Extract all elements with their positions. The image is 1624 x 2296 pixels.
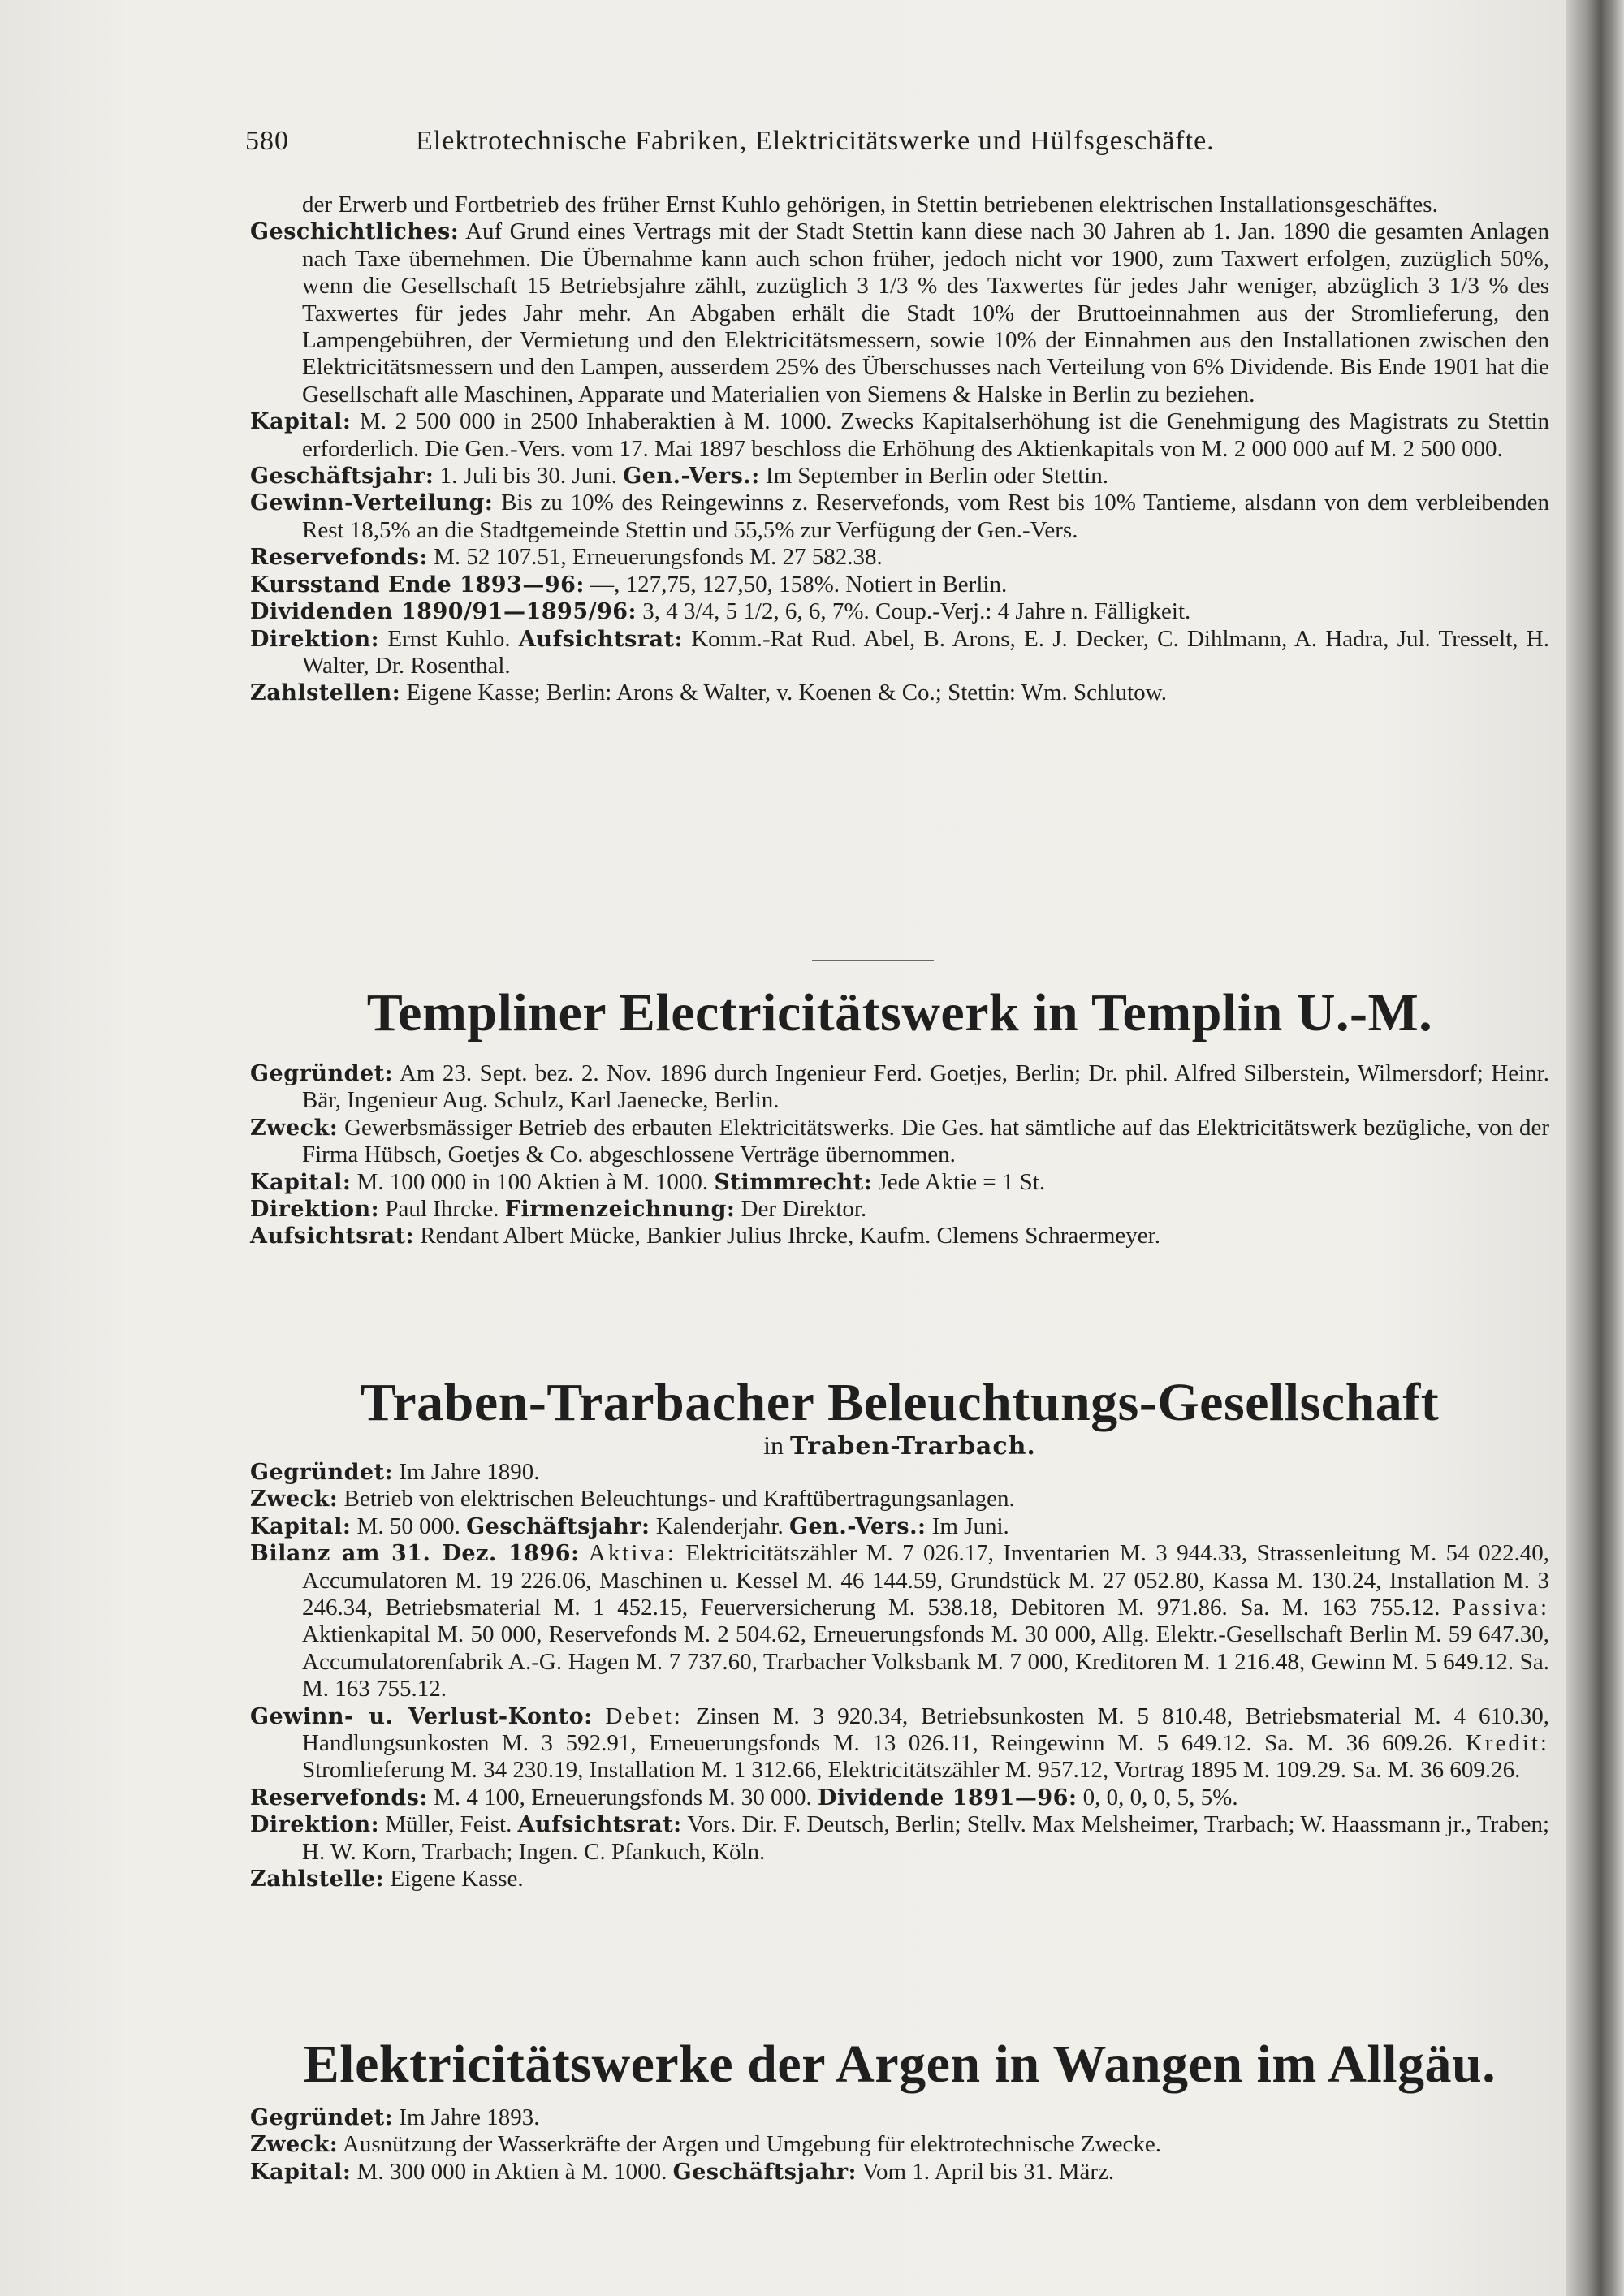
firmenzeichnung-label: Firmenzeichnung: [504, 1197, 736, 1223]
gewinnverteilung-text: Bis zu 10% des Reingewinns z. Reservefonds, vom Rest bis 10% Tantieme, alsdann von dem verbleibenden Rest 18,5% an die Stadtgemeinde Stettin und 55,5% zur Verfügung der Gen.-Vers. [302, 490, 1549, 543]
templin-kapital [250, 1169, 1549, 1196]
dividende-text: 0, 0, 0, 0, 5, 5%. [1082, 1784, 1238, 1810]
genvers-text: Im Juni. [931, 1513, 1009, 1539]
stettin-geschichtliches [250, 218, 1549, 408]
firmenzeichnung-text: Der Direktor. [741, 1196, 867, 1223]
direktion-label: Direktion: [250, 626, 380, 652]
aufsichtsrat-text: Komm.-Rat Rud. Abel, B. Arons, E. J. Decker, C. Dihlmann, A. Hadra, Jul. Tresselt, H. Walter, Dr. Rosenthal. [302, 625, 1550, 679]
wangen-kapital [250, 2159, 1549, 2186]
kapital-text: M. 100 000 in 100 Aktien à M. 1000. [356, 1168, 709, 1195]
kapital-text: M. 50 000. [356, 1513, 460, 1539]
geschaeftsjahr-label: Geschäftsjahr: [466, 1513, 650, 1539]
traben-kapital [250, 1513, 1549, 1540]
traben-title: Traben-Trarbacher Beleuchtungs-Gesellschaft [360, 1373, 1440, 1432]
traben-subtitle-prefix: in [763, 1431, 784, 1460]
stettin-reservefonds [250, 544, 1549, 571]
zweck-label: Zweck: [250, 1487, 339, 1513]
geschaeftsjahr-label: Geschäftsjahr: [672, 2159, 857, 2185]
stettin-zahlstellen [250, 680, 1549, 706]
zahlstellen-text: Eigene Kasse; Berlin: Arons & Walter, v. Koenen & Co.; Stettin: Wm. Schlutow. [406, 680, 1167, 706]
kapital-text: M. 300 000 in Aktien à M. 1000. [356, 2158, 667, 2185]
zweck-text: Betrieb von elektrischen Beleuchtungs- und Kraftübertragungsanlagen. [343, 1486, 1015, 1513]
genvers-label: Gen.-Vers.: [623, 464, 760, 490]
geschichtliches-label: Geschichtliches: [250, 219, 460, 245]
debet-word: Debet: [605, 1703, 683, 1729]
genvers-text: Im September in Berlin oder Stettin. [765, 463, 1108, 490]
geschaeftsjahr-text: Kalenderjahr. [655, 1513, 784, 1539]
reservefonds-label: Reservefonds: [250, 545, 428, 571]
section-divider [812, 960, 934, 961]
kapital-label: Kapital: [250, 409, 352, 435]
geschaeftsjahr-label: Geschäftsjahr: [250, 464, 434, 490]
running-title: Elektrotechnische Fabriken, Elektricitätswerke und Hülfsgeschäfte. [416, 126, 1215, 156]
stettin-direktion [250, 626, 1549, 680]
wangen-entry [250, 2104, 1549, 2186]
direktion-label: Direktion: [250, 1197, 380, 1223]
dividenden-label: Dividenden 1890/91—1895/96: [250, 599, 637, 625]
kredit-text: Stromlieferung M. 34 230.19, Installation M. 1 312.66, Elektricitätszähler M. 957.12, Vortrag 1895 M. 109.29. Sa. M. 36 609.26. [302, 1757, 1521, 1784]
dividenden-text: 3, 4 3/4, 5 1/2, 6, 6, 7%. Coup.-Verj.: 4 Jahre n. Fälligkeit. [642, 598, 1191, 625]
gegruendet-text: Im Jahre 1893. [399, 2104, 540, 2130]
page-number: 580 [245, 126, 289, 156]
traben-reservefonds [250, 1785, 1549, 1811]
direktion-text: Müller, Feist. [385, 1811, 512, 1838]
geschaeftsjahr-text: Vom 1. April bis 31. März. [862, 2158, 1115, 2185]
zweck-text: Gewerbsmässiger Betrieb des erbauten Elektricitätswerks. Die Ges. hat sämtliche auf das Elektricitätswerk bezügliche, von der Firma Hübsch, Goetjes & Co. abgeschlossene Verträge übernommen. [302, 1114, 1549, 1168]
zahlstellen-label: Zahlstellen: [250, 680, 401, 706]
passiva-text: Aktienkapital M. 50 000, Reservefonds M. 2 504.62, Erneuerungsfonds M. 30 000, Allg. Elektr.-Gesellschaft Berlin M. 59 647.30, Accumulatorenfabrik A.-G. Hagen M. 7 737.60, Trarbacher Volksbank M. 7 000, Kreditoren M. 1 216.48, Gewinn M. 5 649.12. Sa. M. 163 755.12. [302, 1621, 1549, 1703]
zweck-label: Zweck: [250, 1115, 339, 1141]
geschaeftsjahr-text: 1. Juli bis 30. Juni. [439, 463, 617, 490]
running-header [245, 126, 1350, 157]
traben-direktion [250, 1811, 1549, 1866]
kapital-text: M. 2 500 000 in 2500 Inhaberaktien à M. 1000. Zwecks Kapitalserhöhung ist die Genehmigung des Magistrats zu Stettin erforderlich. Die Gen.-Vers. vom 17. Mai 1897 beschloss die Erhöhung des Aktienkapitals von M. 2 000 000 auf M. 2 500 000. [302, 408, 1549, 462]
kursstand-text: —, 127,75, 127,50, 158%. Notiert in Berlin. [590, 571, 1008, 598]
stettin-kursstand [250, 572, 1549, 598]
traben-zahlstelle [250, 1866, 1549, 1892]
gegruendet-label: Gegründet: [250, 1460, 394, 1485]
gegruendet-label: Gegründet: [250, 1061, 394, 1086]
traben-bilanz [250, 1540, 1549, 1703]
stettin-intro: der Erwerb und Fortbetrieb des früher Ernst Kuhlo gehörigen, in Stettin betriebenen elektrischen Installationsgeschäftes. [302, 192, 1438, 218]
guv-label: Gewinn- u. Verlust-Konto: [250, 1703, 593, 1729]
stettin-dividenden [250, 598, 1549, 625]
kapital-label: Kapital: [250, 1513, 352, 1539]
stettin-geschaeftsjahr [250, 463, 1549, 490]
traben-entry [250, 1459, 1549, 1893]
reservefonds-text: M. 52 107.51, Erneuerungsfonds M. 27 582.38. [434, 544, 883, 571]
geschichtliches-text: Auf Grund eines Vertrags mit der Stadt Stettin kann diese nach 30 Jahren ab 1. Jan. 1890 die gesamten Anlagen nach Taxe übernehmen. Die Übernahme kann auch schon früher, jedoch nicht vor 1900, zum Taxwert erfolgen, zuzüglich 50%, wenn die Gesellschaft 15 Betriebsjahre zählt, zuzüglich 3 1/3 % des Taxwertes für jedes Jahr weniger, abzüglich 3 1/3 % des Taxwertes für jedes Jahr mehr. An Abgaben erhält die Stadt 10% der Bruttoeinnahmen aus der Stromlieferung, den Lampengebühren, der Vermietung und den Elektricitätsmessern, sowie 10% der Einnahmen aus den Installationen zwischen den Elektricitätsmessern und den Lampen, ausserdem 25% des Überschusses nach Verteilung von 6% Dividende. Bis Ende 1901 hat die Gesellschaft alle Maschinen, Apparate und Materialien von Siemens & Halske in Berlin zu beziehen. [302, 218, 1550, 408]
stettin-entry [250, 192, 1549, 707]
aktiva-word: Aktiva: [588, 1540, 676, 1567]
gewinnverteilung-label: Gewinn-Verteilung: [250, 490, 494, 516]
kredit-word: Kredit: [1465, 1730, 1549, 1757]
stimmrecht-text: Jede Aktie = 1 St. [878, 1168, 1046, 1195]
book-binding-edge [1566, 0, 1624, 2296]
debet-text: Zinsen M. 3 920.34, Betriebsunkosten M. 5 810.48, Betriebsmaterial M. 4 610.30, Handlungsunkosten M. 3 592.91, Erneuerungsfonds M. 13 026.11, Reingewinn M. 5 649.12. Sa. M. 36 609.26. [302, 1703, 1549, 1757]
templin-title: Templiner Electricitätswerk in Templin U.-M. [366, 983, 1433, 1042]
templin-entry [250, 1060, 1549, 1250]
zweck-text: Ausnützung der Wasserkräfte der Argen und Umgebung für elektrotechnische Zwecke. [342, 2131, 1161, 2158]
direktion-text: Ernst Kuhlo. [387, 625, 511, 652]
aufsichtsrat-text: Rendant Albert Mücke, Bankier Julius Ihrcke, Kaufm. Clemens Schraermeyer. [420, 1223, 1160, 1249]
passiva-word: Passiva: [1452, 1595, 1550, 1621]
zahlstelle-text: Eigene Kasse. [390, 1866, 524, 1892]
kursstand-label: Kursstand Ende 1893—96: [250, 572, 585, 598]
bilanz-label: Bilanz am 31. Dez. 1896: [250, 1541, 580, 1567]
gegruendet-text: Am 23. Sept. bez. 2. Nov. 1896 durch Ingenieur Ferd. Goetjes, Berlin; Dr. phil. Alfred Silberstein, Wilmersdorf; Heinr. Bär, Ingenieur Aug. Schulz, Karl Jaenecke, Berlin. [302, 1060, 1549, 1114]
aufsichtsrat-label: Aufsichtsrat: [250, 1224, 415, 1249]
templin-aufsichtsrat [250, 1223, 1549, 1249]
traben-guv [250, 1703, 1549, 1785]
genvers-label: Gen.-Vers.: [788, 1513, 926, 1539]
reservefonds-label: Reservefonds: [250, 1785, 428, 1810]
kapital-label: Kapital: [250, 2159, 352, 2185]
aktiva-text: Elektricitätszähler M. 7 026.17, Inventarien M. 3 944.33, Strassenleitung M. 54 022.40, Accumulatoren M. 19 226.06, Maschinen u. Kessel M. 46 144.59, Grundstück M. 27 052.80, Kassa M. 130.24, Installation M. 3 246.34, Betriebsmaterial M. 1 452.15, Feuerversicherung M. 538.18, Debitoren M. 971.86. Sa. M. 163 755.12. [302, 1540, 1550, 1621]
direktion-text: Paul Ihrcke. [385, 1196, 499, 1223]
traben-subtitle [250, 1431, 1549, 1461]
reservefonds-text: M. 4 100, Erneuerungsfonds M. 30 000. [434, 1784, 812, 1810]
templin-gegruendet [250, 1060, 1549, 1115]
aufsichtsrat-label: Aufsichtsrat: [517, 1812, 682, 1838]
aufsichtsrat-text: Vors. Dir. F. Deutsch, Berlin; Stellv. Max Melsheimer, Trarbach; W. Haassmann jr., Traben; H. W. Korn, Trarbach; Ingen. C. Pfankuch, Köln. [302, 1811, 1549, 1865]
stimmrecht-label: Stimmrecht: [714, 1169, 873, 1195]
traben-subtitle-place: Traben-Trarbach. [790, 1432, 1036, 1461]
templin-direktion [250, 1196, 1549, 1223]
aufsichtsrat-label: Aufsichtsrat: [518, 626, 683, 652]
gegruendet-text: Im Jahre 1890. [399, 1459, 540, 1485]
stettin-kapital [250, 408, 1549, 463]
zahlstelle-label: Zahlstelle: [250, 1867, 385, 1892]
wangen-title: Elektricitätswerke der Argen in Wangen im Allgäu. [303, 2035, 1497, 2094]
wangen-zweck [250, 2131, 1549, 2158]
dividende-label: Dividende 1891—96: [817, 1785, 1078, 1810]
zweck-label: Zweck: [250, 2132, 339, 2158]
direktion-label: Direktion: [250, 1812, 380, 1838]
wangen-gegruendet [250, 2104, 1549, 2131]
traben-zweck [250, 1486, 1549, 1513]
templin-zweck [250, 1115, 1549, 1169]
gegruendet-label: Gegründet: [250, 2105, 394, 2130]
kapital-label: Kapital: [250, 1169, 352, 1195]
stettin-gewinnverteilung [250, 490, 1549, 544]
traben-gegruendet [250, 1459, 1549, 1486]
